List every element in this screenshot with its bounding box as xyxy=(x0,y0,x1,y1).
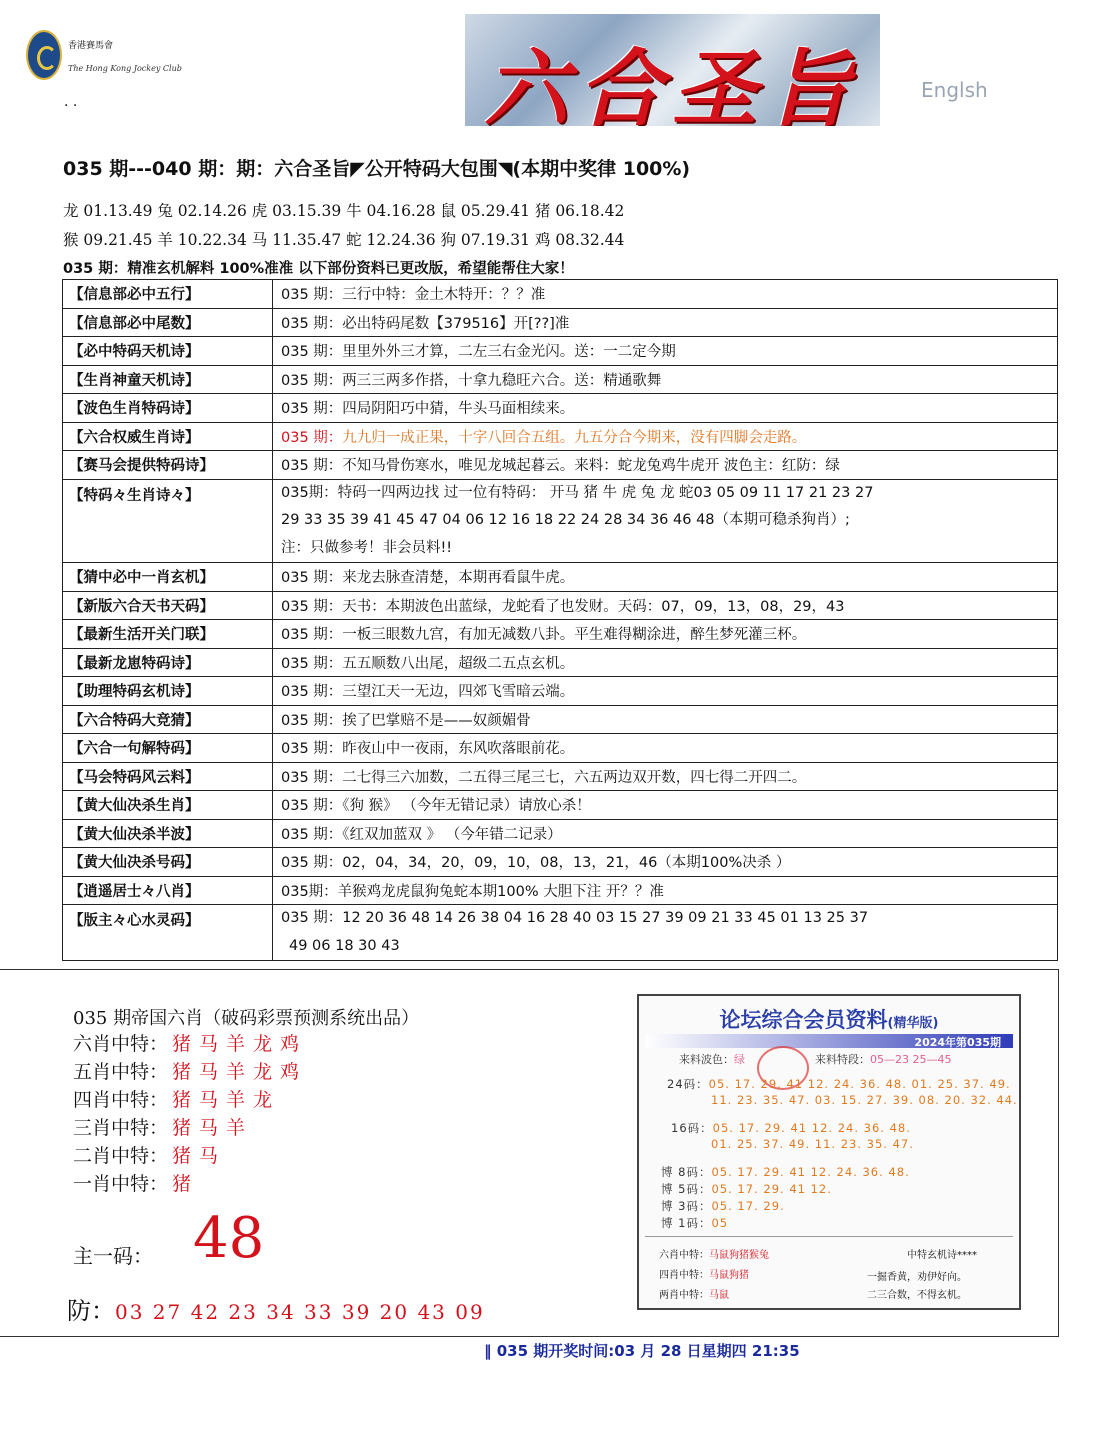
table-row xyxy=(63,677,1058,706)
row-label: 【马会特码风云料】 xyxy=(63,762,273,791)
table-row xyxy=(63,337,1058,366)
two-value: 马鼠 xyxy=(709,1290,729,1301)
table-row xyxy=(63,280,1058,309)
pick-value: 猪马羊 xyxy=(172,1117,254,1139)
pick-row xyxy=(73,1113,253,1140)
pick-label: 六肖中特： xyxy=(73,1033,169,1055)
logo-chinese-name: 香港賽馬會 xyxy=(68,41,114,51)
draw-time: ‖ 035 期开奖时间:03 月 28 日星期四 21:35 xyxy=(484,1342,800,1360)
row-text: 035 期：昨夜山中一夜雨，东风吹落眼前花。 xyxy=(273,734,1058,763)
jockey-club-logo xyxy=(24,26,194,86)
row-label: 【波色生肖特码诗】 xyxy=(63,394,273,423)
row-text: 035 期：四局阴阳巧中猜，牛头马面相续来。 xyxy=(273,394,1058,423)
title-banner xyxy=(465,14,880,126)
table-row xyxy=(63,620,1058,649)
pick-row xyxy=(73,1141,226,1168)
pick-row xyxy=(73,1029,307,1056)
card-row xyxy=(661,1198,785,1214)
card-row-numbers: 11. 23. 35. 47. 03. 15. 27. 39. 08. 20. 32. 44. xyxy=(711,1093,1018,1107)
pick-row xyxy=(73,1085,280,1112)
table-row xyxy=(63,591,1058,620)
row-text: 035 期：里里外外三才算，二左三右金光闪。送：一二定今期 xyxy=(273,337,1058,366)
pick-value: 猪马羊龙鸡 xyxy=(172,1033,308,1055)
table-row xyxy=(63,876,1058,905)
pick-value: 猪马羊龙 xyxy=(172,1089,281,1111)
row-line: 49 06 18 30 43 xyxy=(289,937,400,954)
six-label: 六肖中特： xyxy=(659,1250,709,1261)
card-row xyxy=(667,1076,1011,1092)
defense-label: 防： xyxy=(67,1297,115,1325)
zodiac-line-1: 龙 01.13.49 兔 02.14.26 虎 03.15.39 牛 04.16.28 鼠 05.29.41 猪 06.18.42 xyxy=(63,202,625,220)
row-label: 【黄大仙决杀生肖】 xyxy=(63,791,273,820)
table-row xyxy=(63,422,1058,451)
card-row-numbers: 01. 25. 37. 49. 11. 23. 35. 47. xyxy=(711,1137,914,1151)
row-label: 【版主々心水灵码】 xyxy=(63,905,273,961)
pick-label: 四肖中特： xyxy=(73,1089,169,1111)
card-two-pick xyxy=(659,1286,729,1301)
intro-note: 035 期：精准玄机解料 100%准准 以下部份资料已更改版，希望能帮住大家！ xyxy=(63,261,574,277)
row-text: 035 期：不知马骨伤寒水，唯见龙城起暮云。来料：蛇龙兔鸡牛虎开 波色主：红防：绿 xyxy=(273,451,1058,480)
card-source-line xyxy=(679,1051,952,1067)
card-poem-line: 二三合数，不得玄机。 xyxy=(867,1290,967,1301)
row-line: 035 期：12 20 36 48 14 26 38 04 16 28 40 03 15 27 39 09 21 33 45 01 13 25 37 xyxy=(281,910,869,926)
row-label: 【赛马会提供特码诗】 xyxy=(63,451,273,480)
row-text: 035 期：五五顺数八出尾，超级二五点玄机。 xyxy=(273,648,1058,677)
row-label: 【六合权威生肖诗】 xyxy=(63,422,273,451)
zodiac-line-2: 猴 09.21.45 羊 10.22.34 马 11.35.47 蛇 12.24.36 狗 07.19.31 鸡 08.32.44 xyxy=(63,231,625,249)
row-text: 035 期：来龙去脉查清楚，本期再看鼠牛虎。 xyxy=(273,563,1058,592)
table-row xyxy=(63,905,1058,961)
row-label: 【猜中必中一肖玄机】 xyxy=(63,563,273,592)
row-label: 【生肖神童天机诗】 xyxy=(63,365,273,394)
row-text: 035 期：二七得三六加数，二五得三尾三七，六五两边双开数，四七得二开四二。 xyxy=(273,762,1058,791)
card-row xyxy=(711,1093,1018,1107)
row-label: 【新版六合天书天码】 xyxy=(63,591,273,620)
pick-row xyxy=(73,1169,199,1196)
row-text: 035 期：挨了巴掌赔不是——奴颜媚骨 xyxy=(273,705,1058,734)
table-row xyxy=(63,705,1058,734)
bottom-subtitle: 035 期帝国六肖（破码彩票预测系统出品） xyxy=(73,1008,420,1029)
card-row xyxy=(671,1120,911,1136)
header-dots: . . xyxy=(64,94,78,110)
card-row-numbers: 05. 17. 29. 41 12. 24. 36. 48. 01. 25. 37. 49. xyxy=(708,1077,1011,1091)
table-row xyxy=(63,479,1058,563)
row-text: 035 期：一板三眼数九宫，有加无减数八卦。平生难得糊涂进，醉生梦死灌三杯。 xyxy=(273,620,1058,649)
card-row xyxy=(661,1164,910,1180)
row-label: 【黄大仙决杀半波】 xyxy=(63,819,273,848)
four-label: 四肖中特： xyxy=(659,1270,709,1281)
row-label: 【最新龙崽特码诗】 xyxy=(63,648,273,677)
main-code-label: 主一码： xyxy=(73,1244,153,1268)
card-row-numbers: 05 xyxy=(711,1216,729,1230)
row-label: 【信息部必中五行】 xyxy=(63,280,273,309)
row-label: 【特码々生肖诗々】 xyxy=(63,479,273,563)
card-row xyxy=(711,1137,914,1151)
segment-label: 来料特段： xyxy=(815,1053,870,1066)
card-row-numbers: 05. 17. 29. 41 12. 24. 36. 48. xyxy=(711,1165,910,1179)
card-row-key: 博 1码： xyxy=(661,1216,712,1230)
card-title-text: 论坛综合会员资料 xyxy=(719,1008,888,1032)
row-text-multiline xyxy=(273,479,1058,563)
member-info-card xyxy=(637,994,1021,1310)
source-label: 来料波色： xyxy=(679,1053,734,1066)
row-label: 【六合特码大竞猜】 xyxy=(63,705,273,734)
row-text: 035 期：三行中特：金土木特开：？？准 xyxy=(273,280,1058,309)
card-row-key: 24码： xyxy=(667,1077,709,1091)
segment-value: 05—23 25—45 xyxy=(870,1053,952,1066)
row-text-multiline xyxy=(273,905,1058,961)
row-line: 注：只做参考！非会员料!! xyxy=(281,539,453,556)
card-row-key: 博 5码： xyxy=(661,1182,712,1196)
card-row xyxy=(661,1181,832,1197)
row-text: 035 期：两三三两多作搭，十拿九稳旺六合。送：精通歌舞 xyxy=(273,365,1058,394)
pick-value: 猪马 xyxy=(172,1145,227,1167)
row-label: 【黄大仙决杀号码】 xyxy=(63,848,273,877)
card-six-pick xyxy=(659,1246,769,1261)
row-label: 【逍遥居士々八肖】 xyxy=(63,876,273,905)
card-row-numbers: 05. 17. 29. 41 12. 24. 36. 48. xyxy=(712,1121,911,1135)
row-text-highlight xyxy=(273,422,1058,451)
source-value: 绿 xyxy=(734,1053,745,1066)
row-line: 035期：特码一四两边找 过一位有特码： 开马 猪 牛 虎 兔 龙 蛇03 05 09 11 17 21 23 27 xyxy=(281,484,874,501)
row-text: 035期：羊猴鸡龙虎鼠狗兔蛇本期100% 大胆下注 开？？准 xyxy=(273,876,1058,905)
pick-label: 五肖中特： xyxy=(73,1061,169,1083)
row-label: 【六合一句解特码】 xyxy=(63,734,273,763)
table-row xyxy=(63,365,1058,394)
pick-label: 一肖中特： xyxy=(73,1173,169,1195)
logo-english-name: The Hong Kong Jockey Club xyxy=(68,64,182,73)
banner-title: 六合圣旨 xyxy=(484,39,861,126)
page-heading: 035 期---040 期：期：六合圣旨◤公开特码大包围◥(本期中奖律 100%) xyxy=(63,158,691,180)
pick-label: 三肖中特： xyxy=(73,1117,169,1139)
table-row xyxy=(63,648,1058,677)
card-edition: (精华版) xyxy=(887,1016,939,1031)
table-row xyxy=(63,791,1058,820)
table-row xyxy=(63,563,1058,592)
table-row xyxy=(63,394,1058,423)
card-issue: 2024年第035期 xyxy=(914,1036,1001,1049)
card-four-pick xyxy=(659,1266,749,1281)
card-row-numbers: 05. 17. 29. 41 12. xyxy=(711,1182,832,1196)
row-text: 035 期：《狗 猴》 （今年无错记录）请放心杀！ xyxy=(273,791,1058,820)
card-row xyxy=(661,1215,728,1231)
table-row xyxy=(63,308,1058,337)
card-poem-label: 中特玄机诗**** xyxy=(907,1250,977,1261)
two-label: 两肖中特： xyxy=(659,1290,709,1301)
defense-value: 03 27 42 23 34 33 39 20 43 09 xyxy=(115,1300,485,1324)
table-row xyxy=(63,848,1058,877)
row-prefix: 035 期： xyxy=(281,429,343,446)
row-text: 035 期：必出特码尾数【379516】开[??]准 xyxy=(273,308,1058,337)
row-highlight-text: 九九归一成正果，十字八回合五组。九五分合今期来，没有四脚会走路。 xyxy=(342,429,807,446)
four-value: 马鼠狗猪 xyxy=(709,1270,749,1281)
card-title xyxy=(639,1004,1019,1034)
table-row xyxy=(63,762,1058,791)
card-issue-band xyxy=(645,1034,1013,1048)
card-row-key: 博 8码： xyxy=(661,1165,712,1179)
row-label: 【必中特码天机诗】 xyxy=(63,337,273,366)
row-text: 035 期：《红双加蓝双 》 （今年错二记录） xyxy=(273,819,1058,848)
card-row-key: 博 3码： xyxy=(661,1199,712,1213)
row-label: 【最新生活开关门联】 xyxy=(63,620,273,649)
row-text: 035 期：02，04，34，20，09，10，08，13，21，46（本期100%决杀 ） xyxy=(273,848,1058,877)
card-divider xyxy=(645,1236,1013,1237)
card-row-numbers: 05. 17. 29. xyxy=(711,1199,785,1213)
table-row xyxy=(63,734,1058,763)
card-row-key: 16码： xyxy=(671,1121,713,1135)
row-label: 【信息部必中尾数】 xyxy=(63,308,273,337)
row-text: 035 期：三望江天一无边，四郊飞雪暗云端。 xyxy=(273,677,1058,706)
english-link[interactable]: Englsh xyxy=(921,78,988,102)
card-poem-line: 一掘香黄，劝伊好向。 xyxy=(867,1272,967,1283)
pick-value: 猪马羊龙鸡 xyxy=(172,1061,308,1083)
prediction-table xyxy=(62,279,1058,961)
pick-row xyxy=(73,1057,307,1084)
pick-label: 二肖中特： xyxy=(73,1145,169,1167)
row-line: 29 33 35 39 41 45 47 04 06 12 16 18 22 24 28 34 36 46 48（本期可稳杀狗肖）; xyxy=(281,512,850,528)
table-row xyxy=(63,451,1058,480)
main-code-value: 48 xyxy=(193,1206,265,1271)
six-value: 马鼠狗猪猴兔 xyxy=(709,1250,769,1261)
table-row xyxy=(63,819,1058,848)
defense-row xyxy=(67,1291,485,1326)
jockey-club-emblem-icon xyxy=(26,30,62,80)
pick-value: 猪 xyxy=(172,1173,200,1195)
row-text: 035 期：天书：本期波色出蓝绿，龙蛇看了也发财。天码：07，09，13，08，29，43 xyxy=(273,591,1058,620)
row-label: 【助理特码玄机诗】 xyxy=(63,677,273,706)
